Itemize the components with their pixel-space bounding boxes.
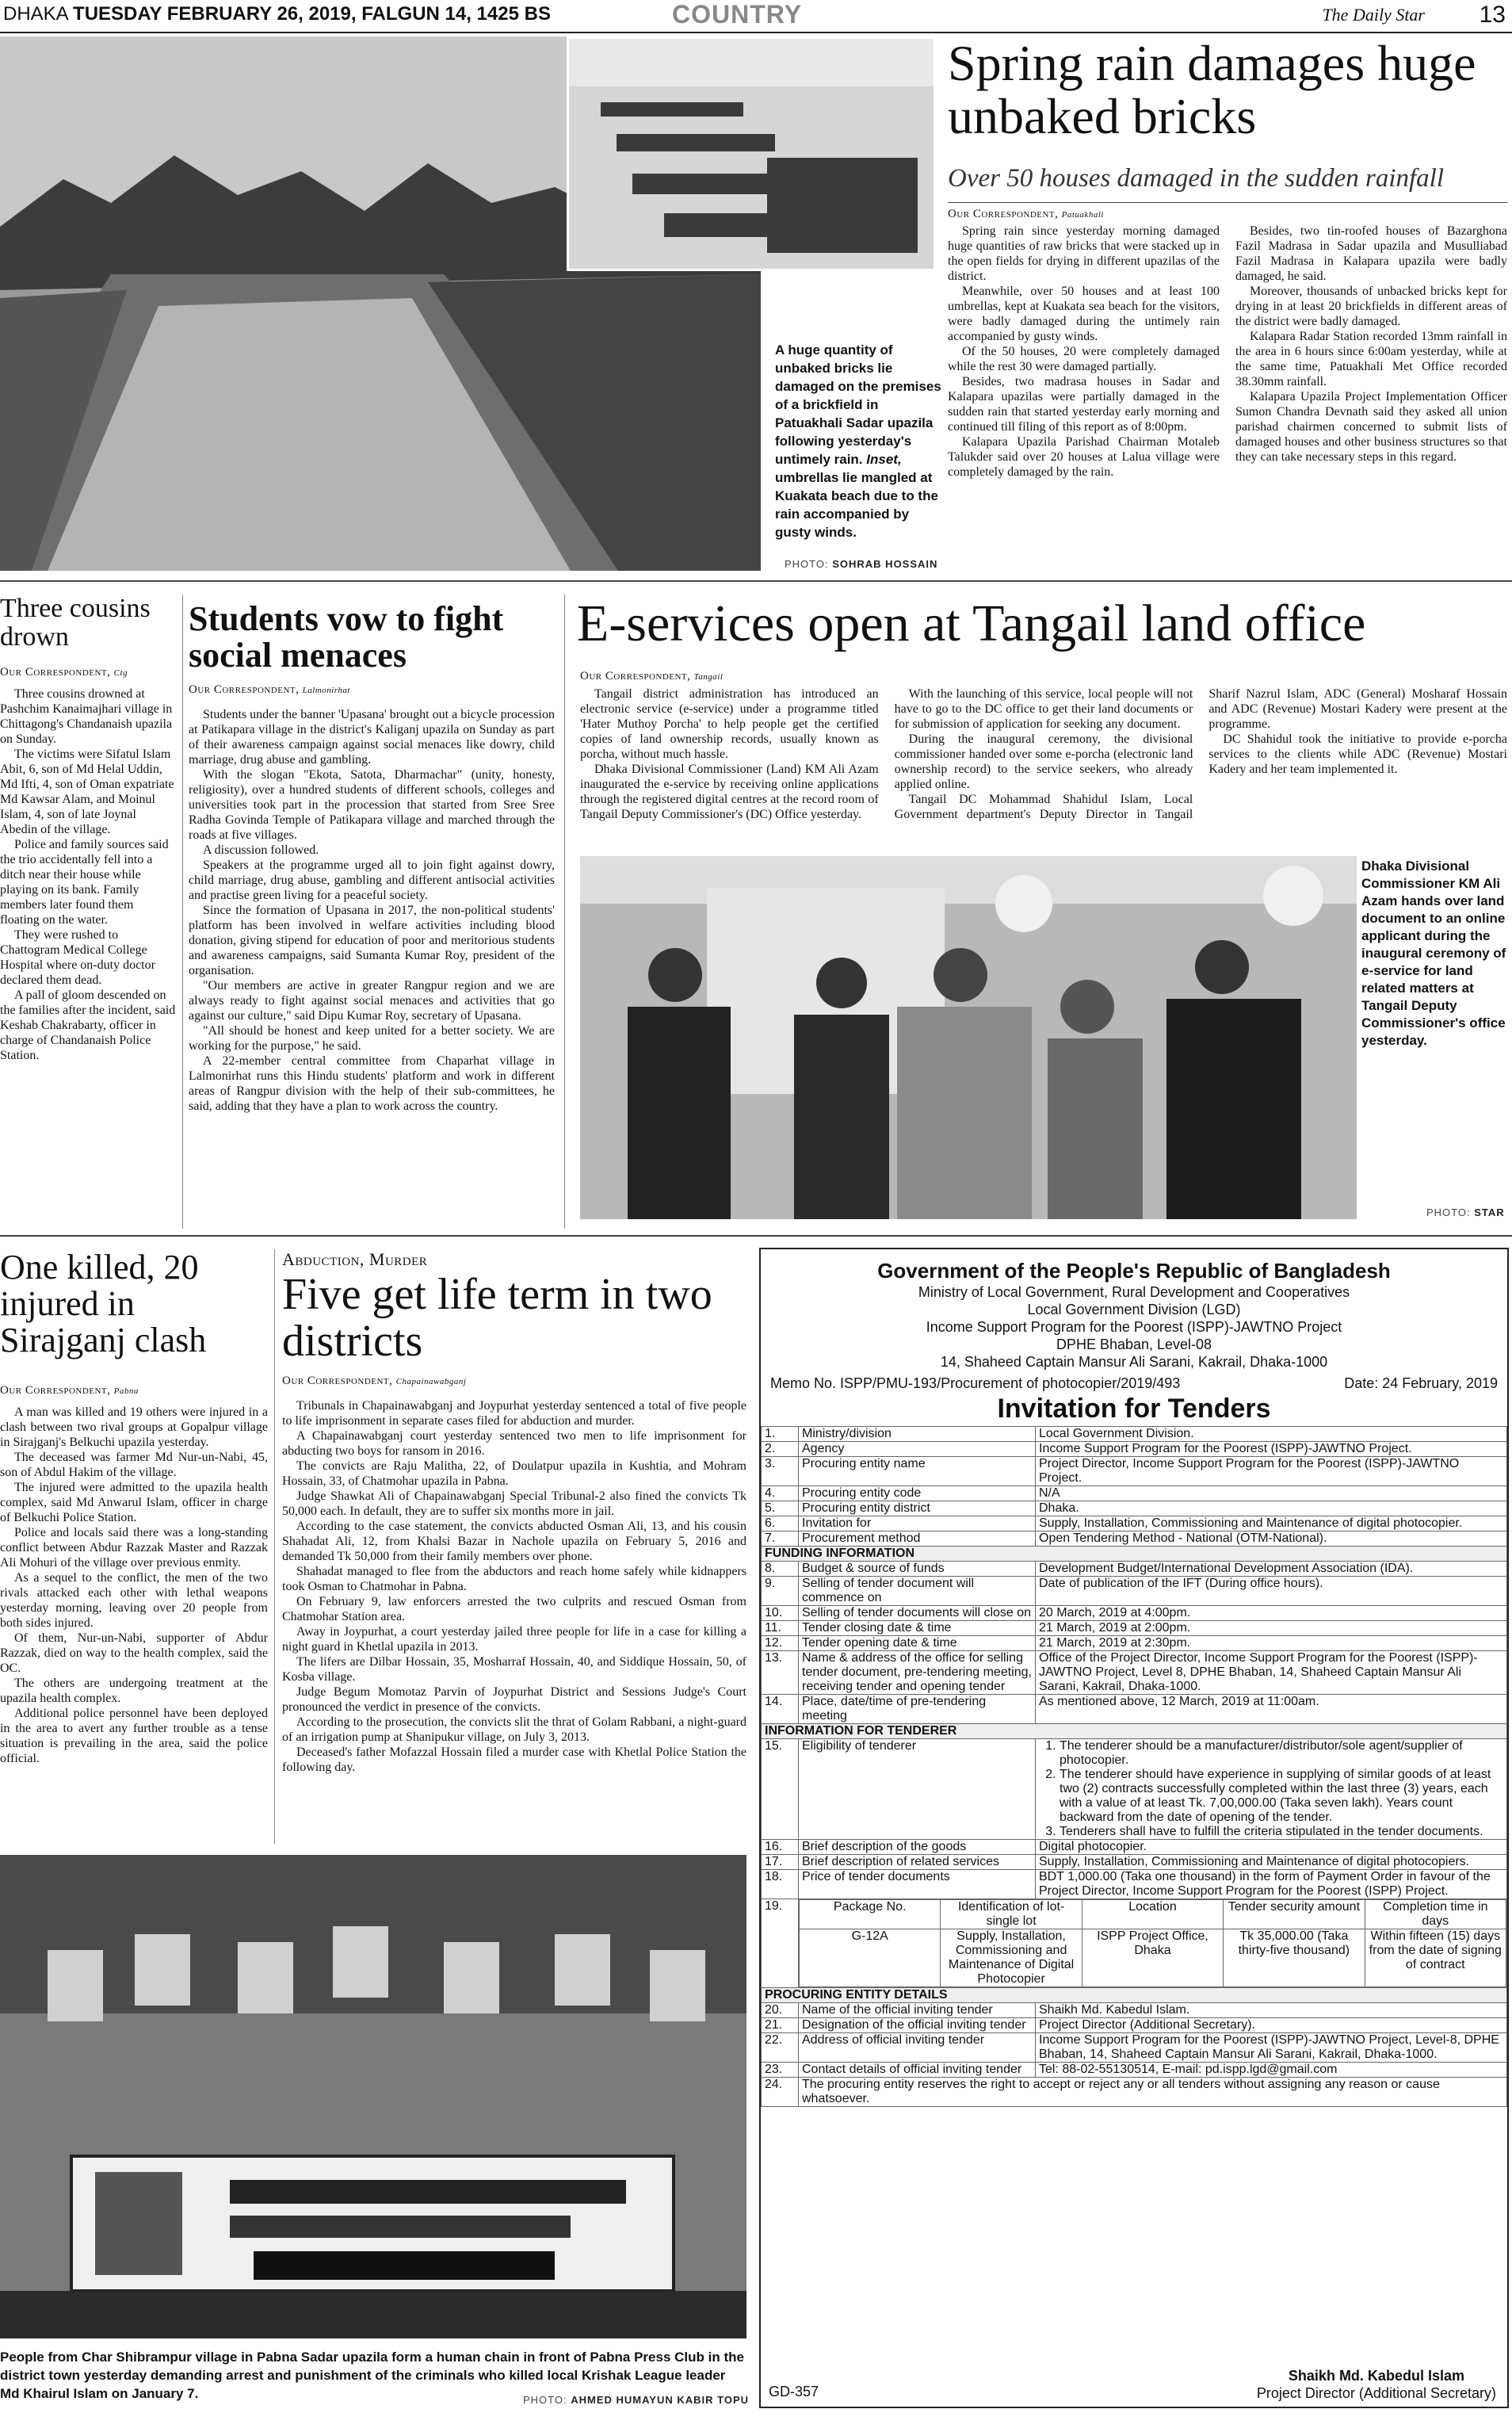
- table-cell: 8.: [762, 1562, 799, 1577]
- sirajganj-headline: One killed, 20 injured in Sirajganj clash: [0, 1248, 207, 1360]
- package-field: Package No.: [800, 1900, 941, 1929]
- table-cell: 12.: [762, 1636, 799, 1651]
- table-row: [762, 1870, 1507, 1899]
- table-cell: Procuring entity name: [799, 1457, 1036, 1486]
- table-cell: BDT 1,000.00 (Taka one thousand) in the form of Payment Order in favour of the Project Director, Income Support Program for the Poorest (ISPP) Project.: [1036, 1870, 1507, 1899]
- column-rule: [274, 1249, 275, 1844]
- lifeterm-body: [282, 1398, 746, 1842]
- table-row: [762, 2033, 1507, 2063]
- tender-memo-row: [761, 1371, 1507, 1392]
- table-cell: Budget & source of funds: [799, 1562, 1036, 1577]
- lifeterm-headline: Five get life term in two districts: [282, 1270, 712, 1366]
- paragraph: Kalapara Upazila Parishad Chairman Motaleb Talukder said over 20 houses at Lalua village were completely damaged by the rain.: [948, 435, 1220, 479]
- paragraph: A man was killed and 19 others were injured in a clash between two rival groups at Gopalpur village in Sirajganj's Belkuchi upazila yesterday.: [0, 1405, 268, 1449]
- table-cell: 13.: [762, 1651, 799, 1695]
- paragraph: Of the 50 houses, 20 were completely damaged while the rest 30 were damaged partially.: [948, 345, 1220, 373]
- paragraph: Spring rain since yesterday morning damaged huge quantities of raw bricks that were stacked up in the open fields for drying in different upazilas of the district.: [948, 224, 1220, 283]
- tender-table: [761, 1426, 1507, 2107]
- paragraph: On February 9, law enforcers arrested the two culprits and rescued Osman from Chatmohar Station area.: [282, 1595, 746, 1623]
- table-cell: Selling of tender documents will close on: [799, 1606, 1036, 1621]
- column-rule: [182, 595, 183, 1229]
- table-cell: 16.: [762, 1840, 799, 1855]
- table-cell: 18.: [762, 1870, 799, 1899]
- table-cell: Tender closing date & time: [799, 1621, 1036, 1636]
- table-cell: 20 March, 2019 at 4:00pm.: [1036, 1606, 1507, 1621]
- table-cell: 21 March, 2019 at 2:00pm.: [1036, 1621, 1507, 1636]
- table-row: [762, 1442, 1507, 1457]
- table-row: [762, 2078, 1507, 2107]
- section-header-row: [762, 1547, 1507, 1562]
- eligibility-item: 3. Tenderers shall have to fulfill the criteria stipulated in the tender documents.: [1060, 1825, 1503, 1839]
- table-cell: Procuring entity code: [799, 1486, 1036, 1501]
- paragraph: "All should be honest and keep united for a better society. We are working for the purpose," he said.: [189, 1024, 555, 1053]
- table-row: [762, 1840, 1507, 1855]
- paragraph: Judge Begum Momotaz Parvin of Joypurhat District and Sessions Judge's Court pronounced the verdict in presence of the convicts.: [282, 1685, 746, 1714]
- tender-line: DPHE Bhaban, Level-08: [1056, 1336, 1212, 1352]
- paragraph: "Our members are active in greater Rangpur region and we are always ready to fight against social menaces and activities that go against our culture," said Dipu Kumar Roy, secretary of Upasana.: [189, 979, 555, 1023]
- package-values: [800, 1929, 1506, 1987]
- paragraph: A 22-member central committee from Chaparhat village in Lalmonirhat runs this Hindu students' platform and work in different areas of Rangpur division with the help of their sub-committees, he said, adding that they have a plan to work across the country.: [189, 1054, 555, 1113]
- package-field: Identification of lot- single lot: [941, 1900, 1082, 1929]
- bricks-byline: Our Correspondent, Patuakhali: [948, 208, 1104, 220]
- eligibility-item: 1. The tenderer should be a manufacturer/distributor/sole agent/supplier of photocopier.: [1060, 1739, 1503, 1768]
- table-row: [762, 1501, 1507, 1516]
- section-divider: [0, 1235, 1512, 1237]
- eligibility-item: 2. The tenderer should have experience in supplying of similar goods of at least two (2) contracts successfully completed within the last three (3) years, each with a value of at least Tk. 7,00,000.00 (Taka seven lakh). Years count backward from the date of opening of the tender.: [1060, 1768, 1503, 1825]
- package-field: Completion time in days: [1365, 1900, 1506, 1929]
- table-cell: 11.: [762, 1621, 799, 1636]
- eservice-body: [580, 686, 1507, 848]
- table-cell: Name & address of the office for selling tender document, pre-tendering meeting, receiving tender and opening tender: [799, 1651, 1036, 1695]
- table-cell: Address of official inviting tender: [799, 2033, 1036, 2063]
- table-cell: 24.: [762, 2078, 799, 2107]
- package-field: Within fifteen (15) days from the date of signing of contract: [1365, 1929, 1506, 1987]
- paragraph: Deceased's father Mofazzal Hossain filed a murder case with Khetlal Police Station the following day.: [282, 1746, 746, 1774]
- table-cell: 23.: [762, 2063, 799, 2078]
- paragraph: Speakers at the programme urged all to join fight against dowry, child marriage, drug abuse, gambling and different antisocial activities and practise green living for a peaceful society.: [189, 858, 555, 902]
- eservice-byline: Our Correspondent, Tangail: [580, 670, 724, 683]
- page-header: [0, 0, 1512, 33]
- table-cell: 21 March, 2019 at 2:30pm.: [1036, 1636, 1507, 1651]
- table-row: [762, 1695, 1507, 1724]
- package-field: Supply, Installation, Commissioning and Maintenance of Digital Photocopier: [941, 1929, 1082, 1987]
- paragraph: With the launching of this service, local people will not have to go to the DC office to get their land documents or for submission of application for seeking any document.: [894, 687, 1193, 731]
- paragraph: The victims were Sifatul Islam Abit, 6, son of Md Helal Uddin, Md Ifti, 4, son of Oman expatriate Md Kawsar Alam, and Moinul Islam, 4, son of late Joynal Abedin of the village.: [0, 748, 174, 836]
- table-cell: Supply, Installation, Commissioning and Maintenance of digital photocopiers.: [1036, 1855, 1507, 1870]
- table-row: [762, 1651, 1507, 1695]
- table-cell: Development Budget/International Development Association (IDA).: [1036, 1562, 1507, 1577]
- table-cell: Dhaka.: [1036, 1501, 1507, 1516]
- table-cell: Digital photocopier.: [1036, 1840, 1507, 1855]
- paragraph: They were rushed to Chattogram Medical College Hospital where on-duty doctor declared them dead.: [0, 928, 155, 987]
- bricks-photo-credit: PHOTO: SOHRAB HOSSAIN: [785, 558, 938, 570]
- pabna-photo-caption: People from Char Shibrampur village in Pabna Sadar upazila form a human chain in front of Pabna Press Club in the district town yesterday demanding arrest and punishment of the criminals who killed local Krishak League leader Md Khairul Islam on January 7.: [0, 2350, 744, 2401]
- inset-umbrella-photo: [567, 36, 936, 271]
- paragraph: Moreover, thousands of unbacked bricks kept for drying in at least 20 brickfields in different areas of the district were badly damaged.: [1235, 285, 1507, 328]
- section-header: INFORMATION FOR TENDERER: [762, 1724, 1507, 1739]
- table-cell: 20.: [762, 2003, 799, 2018]
- table-cell: Agency: [799, 1442, 1036, 1457]
- section-header: PROCURING ENTITY DETAILS: [762, 1988, 1507, 2003]
- paragraph: Away in Joypurhat, a court yesterday jailed three people for life in a case for killing a night guard in Khetlal upazila in 2013.: [282, 1625, 746, 1654]
- bricks-headline: Spring rain damages huge unbaked bricks: [948, 35, 1476, 145]
- table-cell: 7.: [762, 1531, 799, 1547]
- table-cell: Tel: 88-02-55130514, E-mail: pd.ispp.lgd@gmail.com: [1036, 2063, 1507, 2078]
- tender-line: Ministry of Local Government, Rural Development and Cooperatives: [918, 1284, 1350, 1300]
- table-cell: The procuring entity reserves the right to accept or reject any or all tenders without assigning any reason or cause whatsoever.: [799, 2078, 1507, 2107]
- table-cell: Price of tender documents: [799, 1870, 1036, 1899]
- package-field: Tender security amount: [1224, 1900, 1365, 1929]
- package-field: Location: [1082, 1900, 1223, 1929]
- paragraph: According to the case statement, the convicts abducted Osman Ali, 13, and his cousin Shahadat Ali, 12, from Khalsi Bazar in Nachole upazila on February 5, 2016 and demanded Tk 50,000 from their family members over phone.: [282, 1520, 746, 1563]
- column-rule: [564, 595, 565, 1229]
- cousins-body: [0, 686, 176, 1232]
- table-cell: 21.: [762, 2018, 799, 2033]
- bricks-body: [948, 224, 1507, 572]
- memo-number: Memo No. ISPP/PMU-193/Procurement of photocopier/2019/493: [770, 1375, 1181, 1391]
- divider: [948, 202, 1507, 203]
- package-field: G-12A: [800, 1929, 941, 1987]
- sirajganj-byline: Our Correspondent, Pabna: [0, 1384, 139, 1397]
- page-number: 13: [1479, 2, 1506, 28]
- paragraph: Judge Shawkat Ali of Chapainawabganj Special Tribunal-2 also fined the convicts Tk 50,000 each. In default, they are to suffer six months more in jail.: [282, 1489, 746, 1518]
- package-field: ISPP Project Office, Dhaka: [1082, 1929, 1223, 1987]
- eservice-photo-credit: PHOTO: STAR: [1426, 1206, 1505, 1218]
- table-row: [762, 2018, 1507, 2033]
- table-row: [762, 1486, 1507, 1501]
- lifeterm-kicker: Abduction, Murder: [282, 1249, 428, 1269]
- eservice-photo: [580, 856, 1357, 1219]
- bricks-subhead: Over 50 houses damaged in the sudden rainfall: [948, 164, 1445, 193]
- table-cell: 14.: [762, 1695, 799, 1724]
- table-cell: Income Support Program for the Poorest (ISPP)-JAWTNO Project, Level-8, DPHE Bhaban, 14, Shaheed Captain Mansur Ali Sarani, Kakrail, Dhaka-1000.: [1036, 2033, 1507, 2063]
- eservice-headline: E-services open at Tangail land office: [577, 595, 1366, 652]
- students-headline: Students vow to fight social menaces: [189, 599, 504, 675]
- paragraph: Of them, Nur-un-Nabi, supporter of Abdur Razzak, died on way to the health complex, said the OC.: [0, 1631, 268, 1675]
- table-cell: Local Government Division.: [1036, 1427, 1507, 1442]
- tender-line: Local Government Division (LGD): [1027, 1302, 1241, 1317]
- tender-gov-title: Government of the People's Republic of Bangladesh: [877, 1259, 1391, 1283]
- paragraph: Tangail district administration has introduced an electronic service (e-service) under a programme titled 'Hater Muthoy Porcha' to help people get the certified copies of land ownership records, usually known as porcha, without much hassle.: [580, 687, 879, 761]
- table-cell: Invitation for: [799, 1516, 1036, 1531]
- paragraph: The deceased was farmer Md Nur-un-Nabi, 45, son of Abdul Hakim of the village.: [0, 1451, 268, 1479]
- table-cell: 10.: [762, 1606, 799, 1621]
- table-cell: Supply, Installation, Commissioning and Maintenance of digital photocopier.: [1036, 1516, 1507, 1531]
- table-row: [762, 1531, 1507, 1547]
- paragraph: A pall of gloom descended on the families after the incident, said Keshab Chakrabarty, officer in charge of Chandanaish Police Station.: [0, 988, 176, 1062]
- paragraph: Kalapara Radar Station recorded 13mm rainfall in the area in 6 hours since 6:00am yesterday, while at the same time, Patuakhali Met Office recorded 38.30mm rainfall.: [1235, 330, 1507, 388]
- package-field: Tk 35,000.00 (Taka thirty-five thousand): [1224, 1929, 1365, 1987]
- table-cell: Designation of the official inviting tender: [799, 2018, 1036, 2033]
- table-row: [762, 1516, 1507, 1531]
- table-cell: Tender opening date & time: [799, 1636, 1036, 1651]
- table-cell: 15.: [762, 1739, 799, 1840]
- table-cell: Procuring entity district: [799, 1501, 1036, 1516]
- table-cell: Office of the Project Director, Income Support Program for the Poorest (ISPP)-JAWTNO Project, Level 8, DPHE Bhaban, 14, Shaheed Captain Mansur Ali Sarani, Kakrail, Dhaka-1000.: [1036, 1651, 1507, 1695]
- table-cell: Project Director (Additional Secretary).: [1036, 2018, 1507, 2033]
- table-cell: 1.: [762, 1427, 799, 1442]
- table-cell: Income Support Program for the Poorest (ISPP)-JAWTNO Project.: [1036, 1442, 1507, 1457]
- masthead: The Daily Star: [1322, 5, 1425, 25]
- cousins-byline: Our Correspondent, Ctg: [0, 666, 128, 679]
- eligibility-list-cell: [1036, 1739, 1507, 1840]
- dateline: DHAKA TUESDAY FEBRUARY 26, 2019, FALGUN 14, 1425 BS: [3, 3, 551, 25]
- table-row: [762, 1855, 1507, 1870]
- memo-date: Date: 24 February, 2019: [1344, 1375, 1498, 1391]
- table-cell: Name of the official inviting tender: [799, 2003, 1036, 2018]
- table-cell: 3.: [762, 1457, 799, 1486]
- table-row: [762, 2003, 1507, 2018]
- section-header: FUNDING INFORMATION: [762, 1547, 1507, 1562]
- paragraph: A Chapainawabganj court yesterday sentenced two men to life imprisonment for abducting two boys for ransom in 2016.: [282, 1429, 746, 1458]
- paragraph: The injured were admitted to the upazila health complex, said Md Anwarul Islam, officer in charge of Belkuchi Police Station.: [0, 1481, 268, 1524]
- table-cell: Ministry/division: [799, 1427, 1036, 1442]
- table-cell: Project Director, Income Support Program for the Poorest (ISPP)-JAWTNO Project.: [1036, 1457, 1507, 1486]
- package-row: [762, 1899, 1507, 1988]
- paragraph: With the slogan "Ekota, Satota, Dharmachar" (unity, honesty, religiosity), over a hundred students of different schools, colleges and universities took part in the procession that started from Sree Sree Radha Govinda Temple of Patikapara village and marched through the roads at five villages.: [189, 768, 555, 842]
- table-cell: 19.: [762, 1899, 799, 1988]
- package-headers: [800, 1900, 1506, 1929]
- section-divider: [0, 580, 1512, 582]
- paragraph: Three cousins drowned at Pashchim Kanaimajhari village in Chittagong's Chandanaish upazila on Sunday.: [0, 687, 173, 746]
- signature-block: [1257, 2367, 1496, 2402]
- table-row: [762, 1739, 1507, 1840]
- table-cell: As mentioned above, 12 March, 2019 at 11:00am.: [1036, 1695, 1507, 1724]
- paragraph: Tangail DC Mohammad Shahidul Islam, Local Government department's Deputy Director in Tangail Sharif Nazrul Islam, ADC (General) Mosharaf Hossain and ADC (Revenue) Mostari Kadery were present at the programme.: [894, 687, 1507, 821]
- students-body: [189, 707, 555, 1230]
- table-row: [762, 1427, 1507, 1442]
- table-cell: Open Tendering Method - National (OTM-National).: [1036, 1531, 1507, 1547]
- table-cell: Brief description of the goods: [799, 1840, 1036, 1855]
- table-cell: 5.: [762, 1501, 799, 1516]
- paragraph: Since the formation of Upasana in 2017, the non-political students' platform has been involved in welfare activities including blood donation, giving stipend for education of poor and meritorious students and awareness campaigns, said Sumanta Kumar Roy, president of the organisation.: [189, 904, 555, 977]
- paragraph: According to the prosecution, the convicts slit the thrat of Golam Rabbani, a night-guard of an irrigation pump at Shanipukur village, on July 3, 2013.: [282, 1715, 746, 1744]
- table-cell: Place, date/time of pre-tendering meeting: [799, 1695, 1036, 1724]
- paragraph: Police and locals said there was a long-standing conflict between Abdur Razzak Master and Razzak Ali Mohuri of the village over previous enmity.: [0, 1526, 268, 1570]
- table-row: [762, 1577, 1507, 1606]
- table-row: [762, 1457, 1507, 1486]
- table-row: [762, 1636, 1507, 1651]
- paragraph: Besides, two madrasa houses in Sadar and Kalapara upazilas were partially damaged in the sudden rain that started yesterday early morning and continued till filing of this report as of 8:00pm.: [948, 375, 1220, 434]
- table-cell: 6.: [762, 1516, 799, 1531]
- paragraph: As a sequel to the conflict, the men of the two rivals attacked each other with lethal weapons yesterday morning, leaving over 20 people from both sides injured.: [0, 1571, 268, 1630]
- table-cell: Procurement method: [799, 1531, 1036, 1547]
- paragraph: DC Shahidul took the initiative to provide e-porcha services to the clients while ADC (Revenue) Mostari Kadery and her team implemented it.: [1208, 732, 1507, 776]
- pabna-photo-credit: PHOTO: AHMED HUMAYUN KABIR TOPU: [523, 2394, 750, 2406]
- paragraph: Dhaka Divisional Commissioner (Land) KM Ali Azam inaugurated the e-service by receiving online applications through the registered digital centres at the record room of Tangail Deputy Commissioner's (DC) Office yesterday.: [580, 763, 879, 821]
- table-cell: N/A: [1036, 1486, 1507, 1501]
- paragraph: Tribunals in Chapainawabganj and Joypurhat yesterday sentenced a total of five people to life imprisonment in separate cases filed for abduction and murder.: [282, 1399, 746, 1428]
- table-cell: Contact details of official inviting tender: [799, 2063, 1036, 2078]
- table-row: [762, 1621, 1507, 1636]
- table-cell: Date of publication of the IFT (During office hours).: [1036, 1577, 1507, 1606]
- bricks-photo-caption: A huge quantity of unbaked bricks lie damaged on the premises of a brickfield in Patuakhali Sadar upazila following yesterday's untimely rain. Inset, umbrellas lie mangled at Kuakata beach due to the rain accompanied by gusty winds.: [775, 342, 941, 540]
- tender-notice: [759, 1248, 1509, 2408]
- section-header-row: [762, 1724, 1507, 1739]
- paragraph: Meanwhile, over 50 houses and at least 100 umbrellas, kept at Kuakata sea beach for the visitors, were badly damaged during the untimely rain accompanied by gusty winds.: [948, 285, 1220, 343]
- section-header-row: [762, 1988, 1507, 2003]
- paragraph: Students under the banner 'Upasana' brought out a bicycle procession at Patikapara village in the district's Kaliganj upazila on Sunday as part of their awareness campaign against social menaces like dowry, child marriage, drug abuse and gambling.: [189, 708, 555, 767]
- table-cell: Selling of tender document will commence on: [799, 1577, 1036, 1606]
- signatory-title: Project Director (Additional Secretary): [1256, 2385, 1496, 2401]
- sirajganj-body: [0, 1405, 268, 1842]
- table-cell: 22.: [762, 2033, 799, 2063]
- paragraph: The lifers are Dilbar Hossain, 35, Mosharraf Hossain, 40, and Siddique Hossain, 50, of Kosba village.: [282, 1655, 746, 1684]
- gd-number: GD-357: [769, 2384, 819, 2399]
- eservice-photo-caption: Dhaka Divisional Commissioner KM Ali Azam hands over land document to an online applicant during the inaugural ceremony of e-service for land related matters at Tangail Deputy Commissioner's office yesterday.: [1361, 858, 1506, 1048]
- tender-address-block: [761, 1283, 1507, 1371]
- paragraph: The convicts are Raju Malitha, 22, of Doulatpur upazila in Kushtia, and Mohram Hossain, 33, of Chatmohar upazila in Pabna.: [282, 1459, 746, 1488]
- tender-line: Income Support Program for the Poorest (ISPP)-JAWTNO Project: [926, 1319, 1342, 1335]
- tender-line: 14, Shaheed Captain Mansur Ali Sarani, Kakrail, Dhaka-1000: [940, 1354, 1328, 1370]
- paragraph: Besides, two tin-roofed houses of Bazarghona Fazil Madrasa in Sadar upazila and Musulliabad Fazil Madrasa in Kalapara upazila were badly damaged, he said.: [1235, 224, 1507, 283]
- table-row: [762, 1562, 1507, 1577]
- table-cell: 9.: [762, 1577, 799, 1606]
- package-cell: [799, 1899, 1507, 1988]
- paragraph: Police and family sources said the trio accidentally fell into a ditch near their house while playing on its bank. Family members later found them floating on the water.: [0, 838, 169, 927]
- cousins-headline: Three cousins drown: [0, 594, 151, 652]
- lifeterm-byline: Our Correspondent, Chapainawabganj: [282, 1375, 467, 1387]
- signatory-name: Shaikh Md. Kabedul Islam: [1288, 2368, 1464, 2384]
- paragraph: Kalapara Upazila Project Implementation Officer Sumon Chandra Devnath said they asked all union parishad chairmen concerned to submit lists of damaged houses and other business structures so that they can take necessary steps in this regard.: [1235, 390, 1507, 464]
- pabna-human-chain-photo: [0, 1855, 746, 2338]
- table-cell: Eligibility of tenderer: [799, 1739, 1036, 1840]
- table-cell: Brief description of related services: [799, 1855, 1036, 1870]
- students-byline: Our Correspondent, Lalmonirhat: [189, 683, 350, 696]
- table-cell: 2.: [762, 1442, 799, 1457]
- tender-title: Invitation for Tenders: [997, 1394, 1271, 1424]
- paragraph: Additional police personnel have been deployed in the area to avert any further trouble as a tense situation is prevailing in the area, said the police official.: [0, 1707, 268, 1765]
- paragraph: A discussion followed.: [203, 843, 319, 857]
- paragraph: During the inaugural ceremony, the divisional commissioner handed over some e-porcha (electronic land ownership record) to the service seekers, who already applied online.: [894, 732, 1193, 791]
- table-cell: Shaikh Md. Kabedul Islam.: [1036, 2003, 1507, 2018]
- table-cell: 17.: [762, 1855, 799, 1870]
- table-row: [762, 1606, 1507, 1621]
- table-cell: 4.: [762, 1486, 799, 1501]
- paragraph: The others are undergoing treatment at the upazila health complex.: [0, 1677, 268, 1705]
- table-row: [762, 2063, 1507, 2078]
- paragraph: Shahadat managed to flee from the abductors and reach home safely while kidnappers took Osman to Chatmohar in Pabna.: [282, 1565, 746, 1593]
- section-name: COUNTRY: [672, 0, 803, 29]
